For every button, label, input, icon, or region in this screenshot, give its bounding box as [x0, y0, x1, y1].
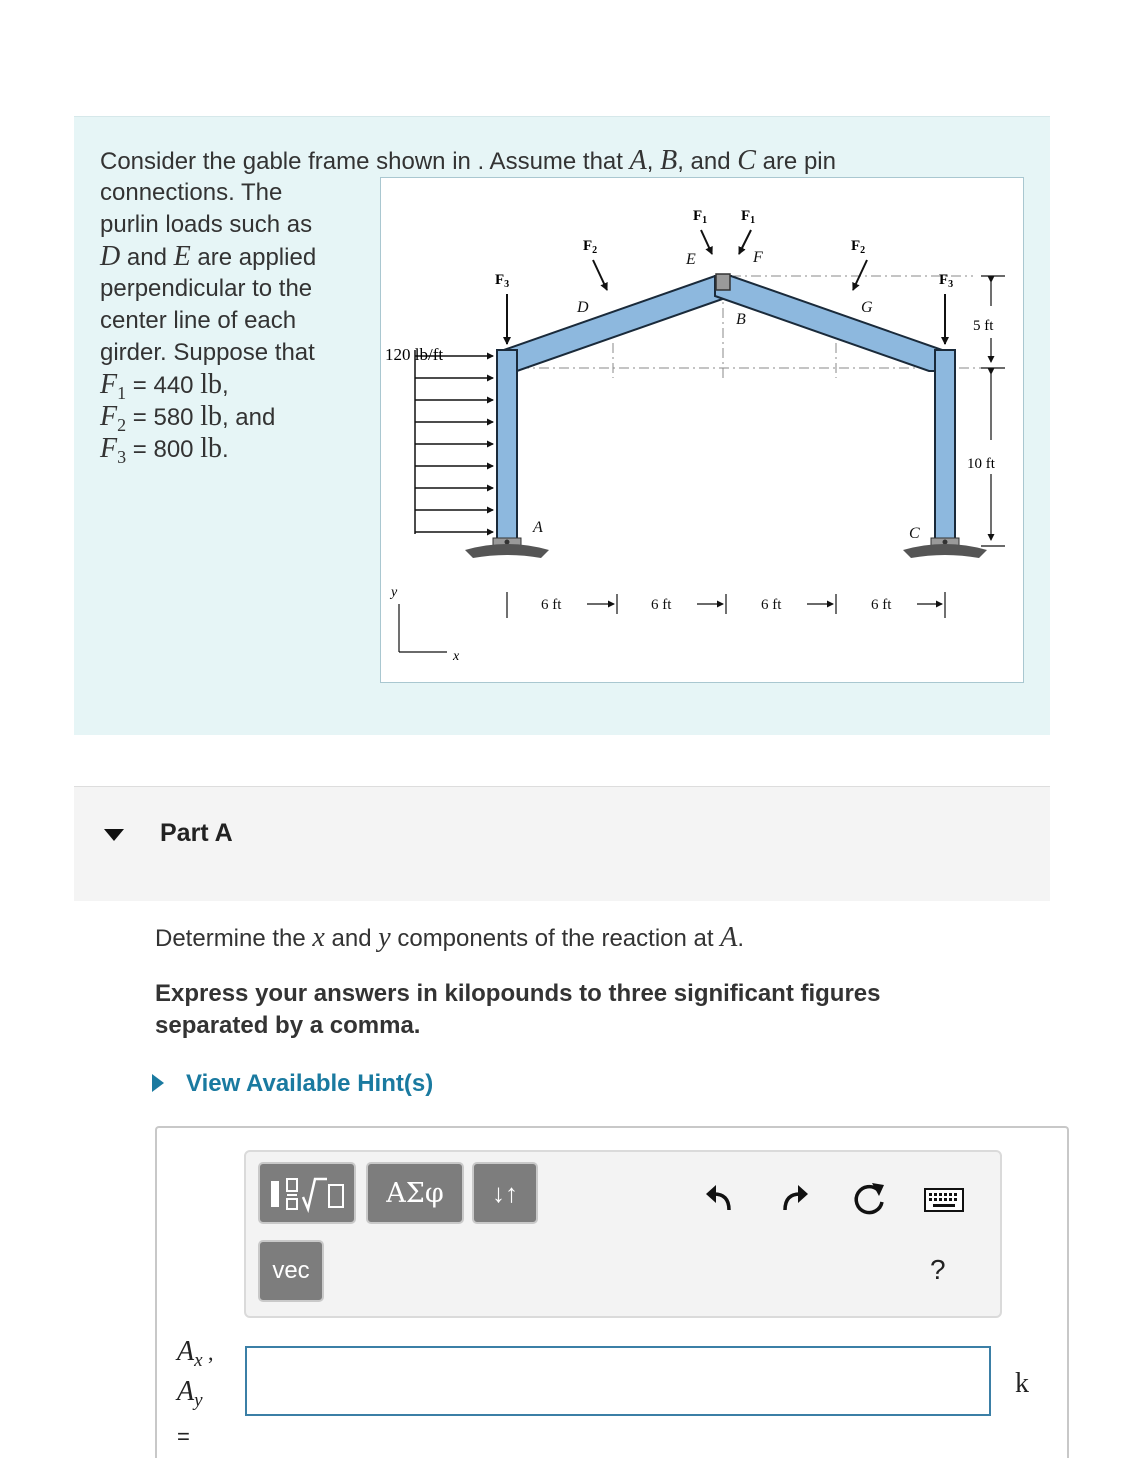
arrows-button[interactable]: ↓↑ [472, 1162, 538, 1224]
point-label-A: A [533, 519, 543, 536]
problem-line-2: connections. The [100, 179, 283, 206]
point-label-C: C [909, 525, 920, 542]
equals-sign: = [126, 436, 154, 463]
force-letter: F [583, 238, 593, 254]
force-subscript: 3 [948, 279, 954, 290]
math-F: F [100, 401, 118, 432]
point-label-D: D [577, 299, 589, 316]
force-number: 580 [153, 404, 194, 431]
problem-text-segment: Consider the gable frame shown in . Assume that [100, 148, 630, 175]
problem-text-segment: , and [221, 404, 276, 431]
f3-label-right [939, 272, 953, 290]
math-subscript: 2 [117, 414, 127, 435]
expand-triangle-icon[interactable] [152, 1074, 164, 1092]
vertical-dimension-lines [981, 276, 1005, 546]
right-rafter [715, 276, 945, 371]
gable-frame-figure [380, 177, 1024, 683]
point-label-F: F [753, 249, 763, 266]
math-subscript: 3 [117, 446, 127, 467]
help-button[interactable]: ? [930, 1254, 946, 1285]
problem-text-segment: , and [677, 148, 738, 175]
f2-label-right [851, 238, 865, 256]
coordinate-axes [399, 604, 447, 652]
equals-sign: = [177, 1424, 190, 1449]
problem-panel [74, 116, 1050, 735]
distributed-load-arrows [415, 350, 493, 534]
math-B: B [660, 145, 678, 176]
force-letter: F [693, 208, 703, 224]
dimension-6ft-2: 6 ft [651, 597, 672, 613]
math-E: E [173, 241, 191, 272]
force-letter: F [939, 272, 949, 288]
dimension-6ft-4: 6 ft [871, 597, 892, 613]
problem-line-7: girder. Suppose that [100, 339, 315, 366]
point-label-B: B [736, 311, 746, 328]
equals-sign: = [126, 404, 154, 431]
math-A: A [629, 145, 647, 176]
answer-input[interactable] [245, 1346, 991, 1416]
force-unit: lb [200, 401, 222, 432]
vector-button[interactable]: vec [258, 1240, 324, 1302]
f3-label-left [495, 272, 509, 290]
math-F: F [100, 433, 118, 464]
force-subscript: 1 [750, 215, 756, 226]
templates-button[interactable] [258, 1162, 356, 1224]
force-number: 800 [153, 436, 194, 463]
force-subscript: 2 [592, 245, 598, 256]
force-f3-value [100, 433, 229, 473]
problem-text-segment: , [221, 372, 229, 399]
distributed-load-label: 120 lb/ft [385, 345, 444, 364]
problem-text-segment: are applied [190, 244, 317, 271]
collapse-triangle-icon[interactable] [104, 829, 124, 841]
force-number: 440 [153, 372, 194, 399]
problem-line-3: purlin loads such as [100, 211, 313, 238]
math-x: x [312, 922, 325, 953]
problem-line-4 [100, 241, 316, 274]
math-subscript: x [194, 1350, 203, 1371]
math-F: F [100, 369, 118, 400]
problem-text-segment: are pin [755, 148, 836, 175]
f1-arrows [701, 230, 751, 254]
unit-label: k [1015, 1368, 1029, 1399]
part-a-header[interactable] [74, 786, 1050, 901]
math-A: A [177, 1336, 195, 1367]
force-letter: F [741, 208, 751, 224]
f2-label-left [583, 238, 597, 256]
math-subscript: 1 [117, 382, 127, 403]
force-unit: lb [200, 433, 222, 464]
f1-label-right [741, 208, 755, 226]
view-hints-link[interactable] [152, 1070, 433, 1098]
redo-icon[interactable] [776, 1180, 812, 1216]
question-segment: and [324, 925, 379, 952]
right-column [935, 350, 955, 540]
math-A: A [720, 922, 738, 953]
force-subscript: 1 [702, 215, 708, 226]
undo-icon[interactable] [702, 1180, 738, 1216]
point-label-E: E [686, 251, 696, 268]
equals-sign: = [126, 372, 154, 399]
force-subscript: 3 [504, 279, 510, 290]
left-rafter [501, 276, 731, 371]
hint-link-label[interactable]: View Available Hint(s) [186, 1070, 434, 1097]
answer-box [155, 1126, 1069, 1458]
question-text [155, 922, 744, 954]
reset-icon[interactable] [850, 1180, 888, 1218]
label-ax [177, 1336, 214, 1376]
question-segment: . [737, 925, 744, 952]
problem-text-segment: and [120, 244, 174, 271]
problem-text-segment: , [646, 148, 661, 175]
template-icon [267, 1173, 347, 1213]
answer-instruction: Express your answers in kilopounds to three significant figures separated by a comma. [155, 980, 881, 1039]
ridge-pin-block [716, 274, 730, 290]
problem-line-5: perpendicular to the [100, 275, 313, 302]
force-unit: lb [200, 369, 222, 400]
comma: , [202, 1340, 214, 1365]
point-label-G: G [861, 299, 873, 316]
dimension-6ft-1: 6 ft [541, 597, 562, 613]
f1-label-left [693, 208, 707, 226]
left-column [497, 350, 517, 540]
support-A [465, 538, 549, 558]
part-a-title: Part A [160, 819, 233, 847]
dimension-6ft-3: 6 ft [761, 597, 782, 613]
axis-label-y: y [391, 585, 398, 600]
math-D: D [100, 241, 121, 272]
force-letter: F [495, 272, 505, 288]
math-subscript: y [194, 1390, 203, 1411]
answer-variable-label [177, 1336, 214, 1452]
keyboard-icon[interactable] [924, 1188, 964, 1212]
problem-line-6: center line of each [100, 307, 297, 334]
question-segment: components of the reaction at [390, 925, 721, 952]
gable-frame-diagram [381, 178, 1023, 682]
math-toolbar [244, 1150, 1002, 1318]
dimension-5ft: 5 ft [973, 318, 994, 334]
label-ay [177, 1376, 214, 1416]
force-subscript: 2 [860, 245, 866, 256]
problem-line-1 [100, 145, 836, 178]
math-A: A [177, 1376, 195, 1407]
problem-text-segment: . [221, 436, 229, 463]
force-letter: F [851, 238, 861, 254]
math-y: y [378, 922, 391, 953]
dimension-10ft: 10 ft [967, 456, 995, 472]
question-segment: Determine the [155, 925, 313, 952]
greek-symbols-button[interactable]: ΑΣφ [366, 1162, 464, 1224]
math-C: C [737, 145, 756, 176]
axis-label-x: x [453, 649, 460, 664]
